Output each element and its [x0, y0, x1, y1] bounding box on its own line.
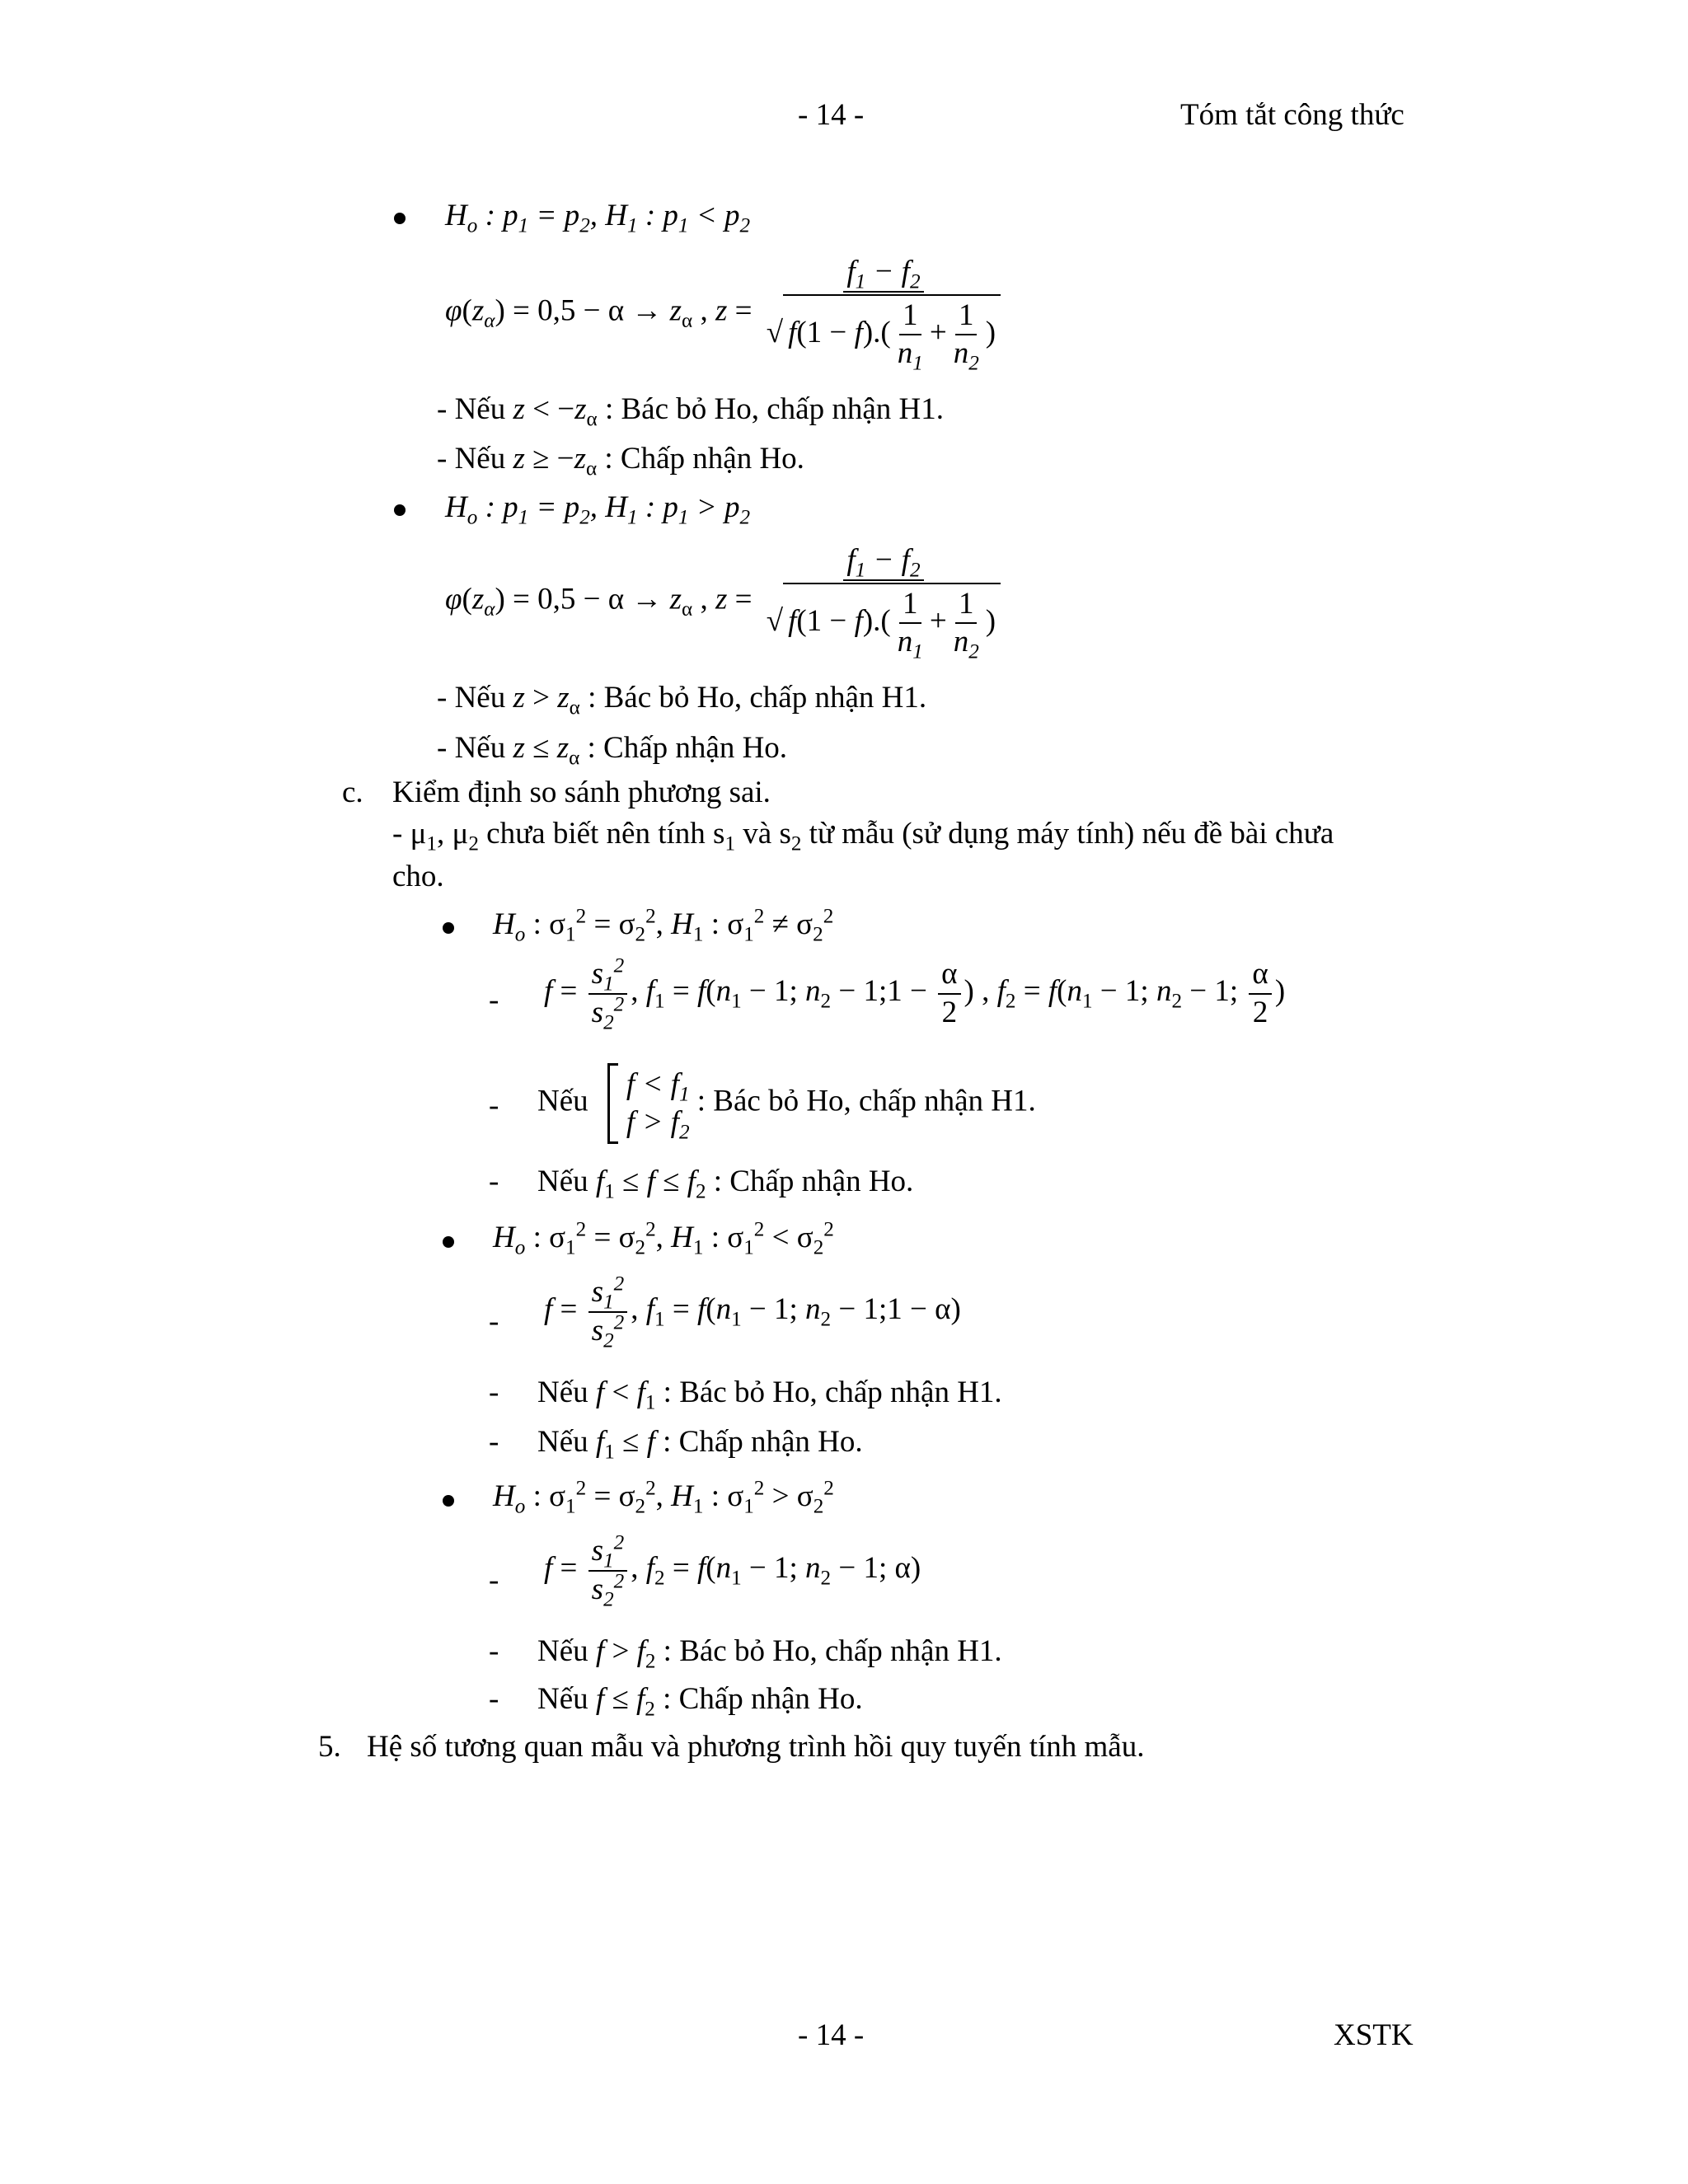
footer-label: XSTK: [1334, 2018, 1414, 2052]
var-3-dash-3: -: [489, 1682, 499, 1716]
prop-2-rule-2: - Nếu $z \le z_\alpha$ : Chấp nhận Ho.: [437, 731, 788, 770]
var-2-rule-2: Nếu $f_1 \le f$ : Chấp nhận Ho.: [537, 1425, 863, 1464]
var-3-dash-2: -: [489, 1634, 499, 1668]
var-1-formula: f = $\frac{s_1^2}{s_2^2}$ , $f_1 = f(n_1 - 1$; $n_2$ − 1;1 − $\frac{\alpha}{2}$ ) , $f_2 = f(n_1 - 1$; $n_2 - 1$; $\frac{\alpha}{2}$ ): [544, 954, 1286, 1034]
section-5-marker: 5.: [318, 1730, 341, 1764]
prop-2-hypothesis: $H_o$ : $p_1 = p_2$, $H_1$ : $p_1 > p_2$: [445, 490, 751, 529]
bullet-var-2: [443, 1236, 454, 1248]
var-2-formula: f = $\frac{s_1^2}{s_2^2}$ , $f_1 = f(n_1 - 1$; $n_2$ − 1;1 − α): [544, 1272, 961, 1352]
section-c-title: Kiểm định so sánh phương sai.: [392, 776, 771, 809]
var-3-hypothesis: $H_o$ : $\sigma_1^2 = \sigma_2^2$, $H_1$ : $\sigma_1^2 > \sigma_2^2$: [493, 1477, 834, 1518]
var-3-dash-1: -: [489, 1563, 499, 1597]
var-1-dash-1: -: [489, 983, 499, 1017]
section-c-note: - $\mu_1$, $\mu_2$ chưa biết nên tính $s_1$ và $s_2$ từ mẫu (sử dụng máy tính) nếu đề bài chưa: [392, 817, 1334, 855]
section-c-note-cont: cho.: [392, 860, 444, 893]
header-page-number: - 14 -: [798, 98, 865, 132]
bullet-var-3: [443, 1495, 454, 1507]
header-title: Tóm tắt công thức: [1180, 98, 1404, 132]
var-1-rule-2: Nếu $f_1 \le f \le f_2$ : Chấp nhận Ho.: [537, 1165, 914, 1203]
var-1-rule-1: Nếu $f < f_1$ $f > f_2$ : Bác bỏ Ho, chấp nhận H1.: [537, 1063, 1036, 1144]
var-3-formula: f = $\frac{s_1^2}{s_2^2}$ , $f_2 = f(n_1 - 1$; $n_2 - 1$; α): [544, 1531, 921, 1611]
section-5-title: Hệ số tương quan mẫu và phương trình hồi quy tuyến tính mẫu.: [367, 1730, 1145, 1764]
var-1-dash-2: -: [489, 1089, 499, 1122]
section-c-marker: c.: [342, 776, 363, 809]
var-3-rule-2: Nếu $f \le f_2$ : Chấp nhận Ho.: [537, 1682, 863, 1721]
var-2-rule-1: Nếu $f < f_1$ : Bác bỏ Ho, chấp nhận H1.: [537, 1376, 1002, 1414]
var-2-dash-2: -: [489, 1376, 499, 1409]
prop-1-rule-2: - Nếu $z \ge -z_\alpha$ : Chấp nhận Ho.: [437, 442, 804, 480]
var-2-dash-3: -: [489, 1425, 499, 1459]
prop-2-rule-1: - Nếu $z > z_\alpha$ : Bác bỏ Ho, chấp nhận H1.: [437, 681, 927, 719]
var-3-rule-1: Nếu $f > f_2$ : Bác bỏ Ho, chấp nhận H1.: [537, 1634, 1002, 1673]
var-2-dash-1: -: [489, 1305, 499, 1338]
bullet-var-1: [443, 922, 454, 934]
footer-page-number: - 14 -: [798, 2018, 865, 2052]
prop-1-rule-1: - Nếu $z < -z_\alpha$ : Bác bỏ Ho, chấp nhận H1.: [437, 392, 944, 431]
var-1-dash-3: -: [489, 1165, 499, 1198]
bullet-prop-2: [394, 504, 406, 516]
prop-1-formula: $\varphi(z_\alpha) = 0,5 - \alpha \to z_\alpha$ , z = $f_1 - f_2$ √ f(1 − f).( $\frac{1}{n_1}$ + $\frac{1}{n_2}$ ): [445, 255, 1007, 371]
prop-1-hypothesis: $H_o$ : $p_1 = p_2$, $H_1$ : $p_1 < p_2$: [445, 199, 751, 237]
bullet-prop-1: [394, 213, 406, 224]
var-1-hypothesis: $H_o$ : $\sigma_1^2 = \sigma_2^2$, $H_1$ : $\sigma_1^2 \ne \sigma_2^2$: [493, 905, 834, 946]
var-2-hypothesis: $H_o$ : $\sigma_1^2 = \sigma_2^2$, $H_1$ : $\sigma_1^2 < \sigma_2^2$: [493, 1218, 834, 1259]
prop-2-formula: $\varphi(z_\alpha) = 0,5 - \alpha \to z_\alpha$ , z = $f_1 - f_2$ √ f(1 − f).( $\frac{1}{n_1}$ + $\frac{1}{n_2}$ ): [445, 544, 1007, 659]
